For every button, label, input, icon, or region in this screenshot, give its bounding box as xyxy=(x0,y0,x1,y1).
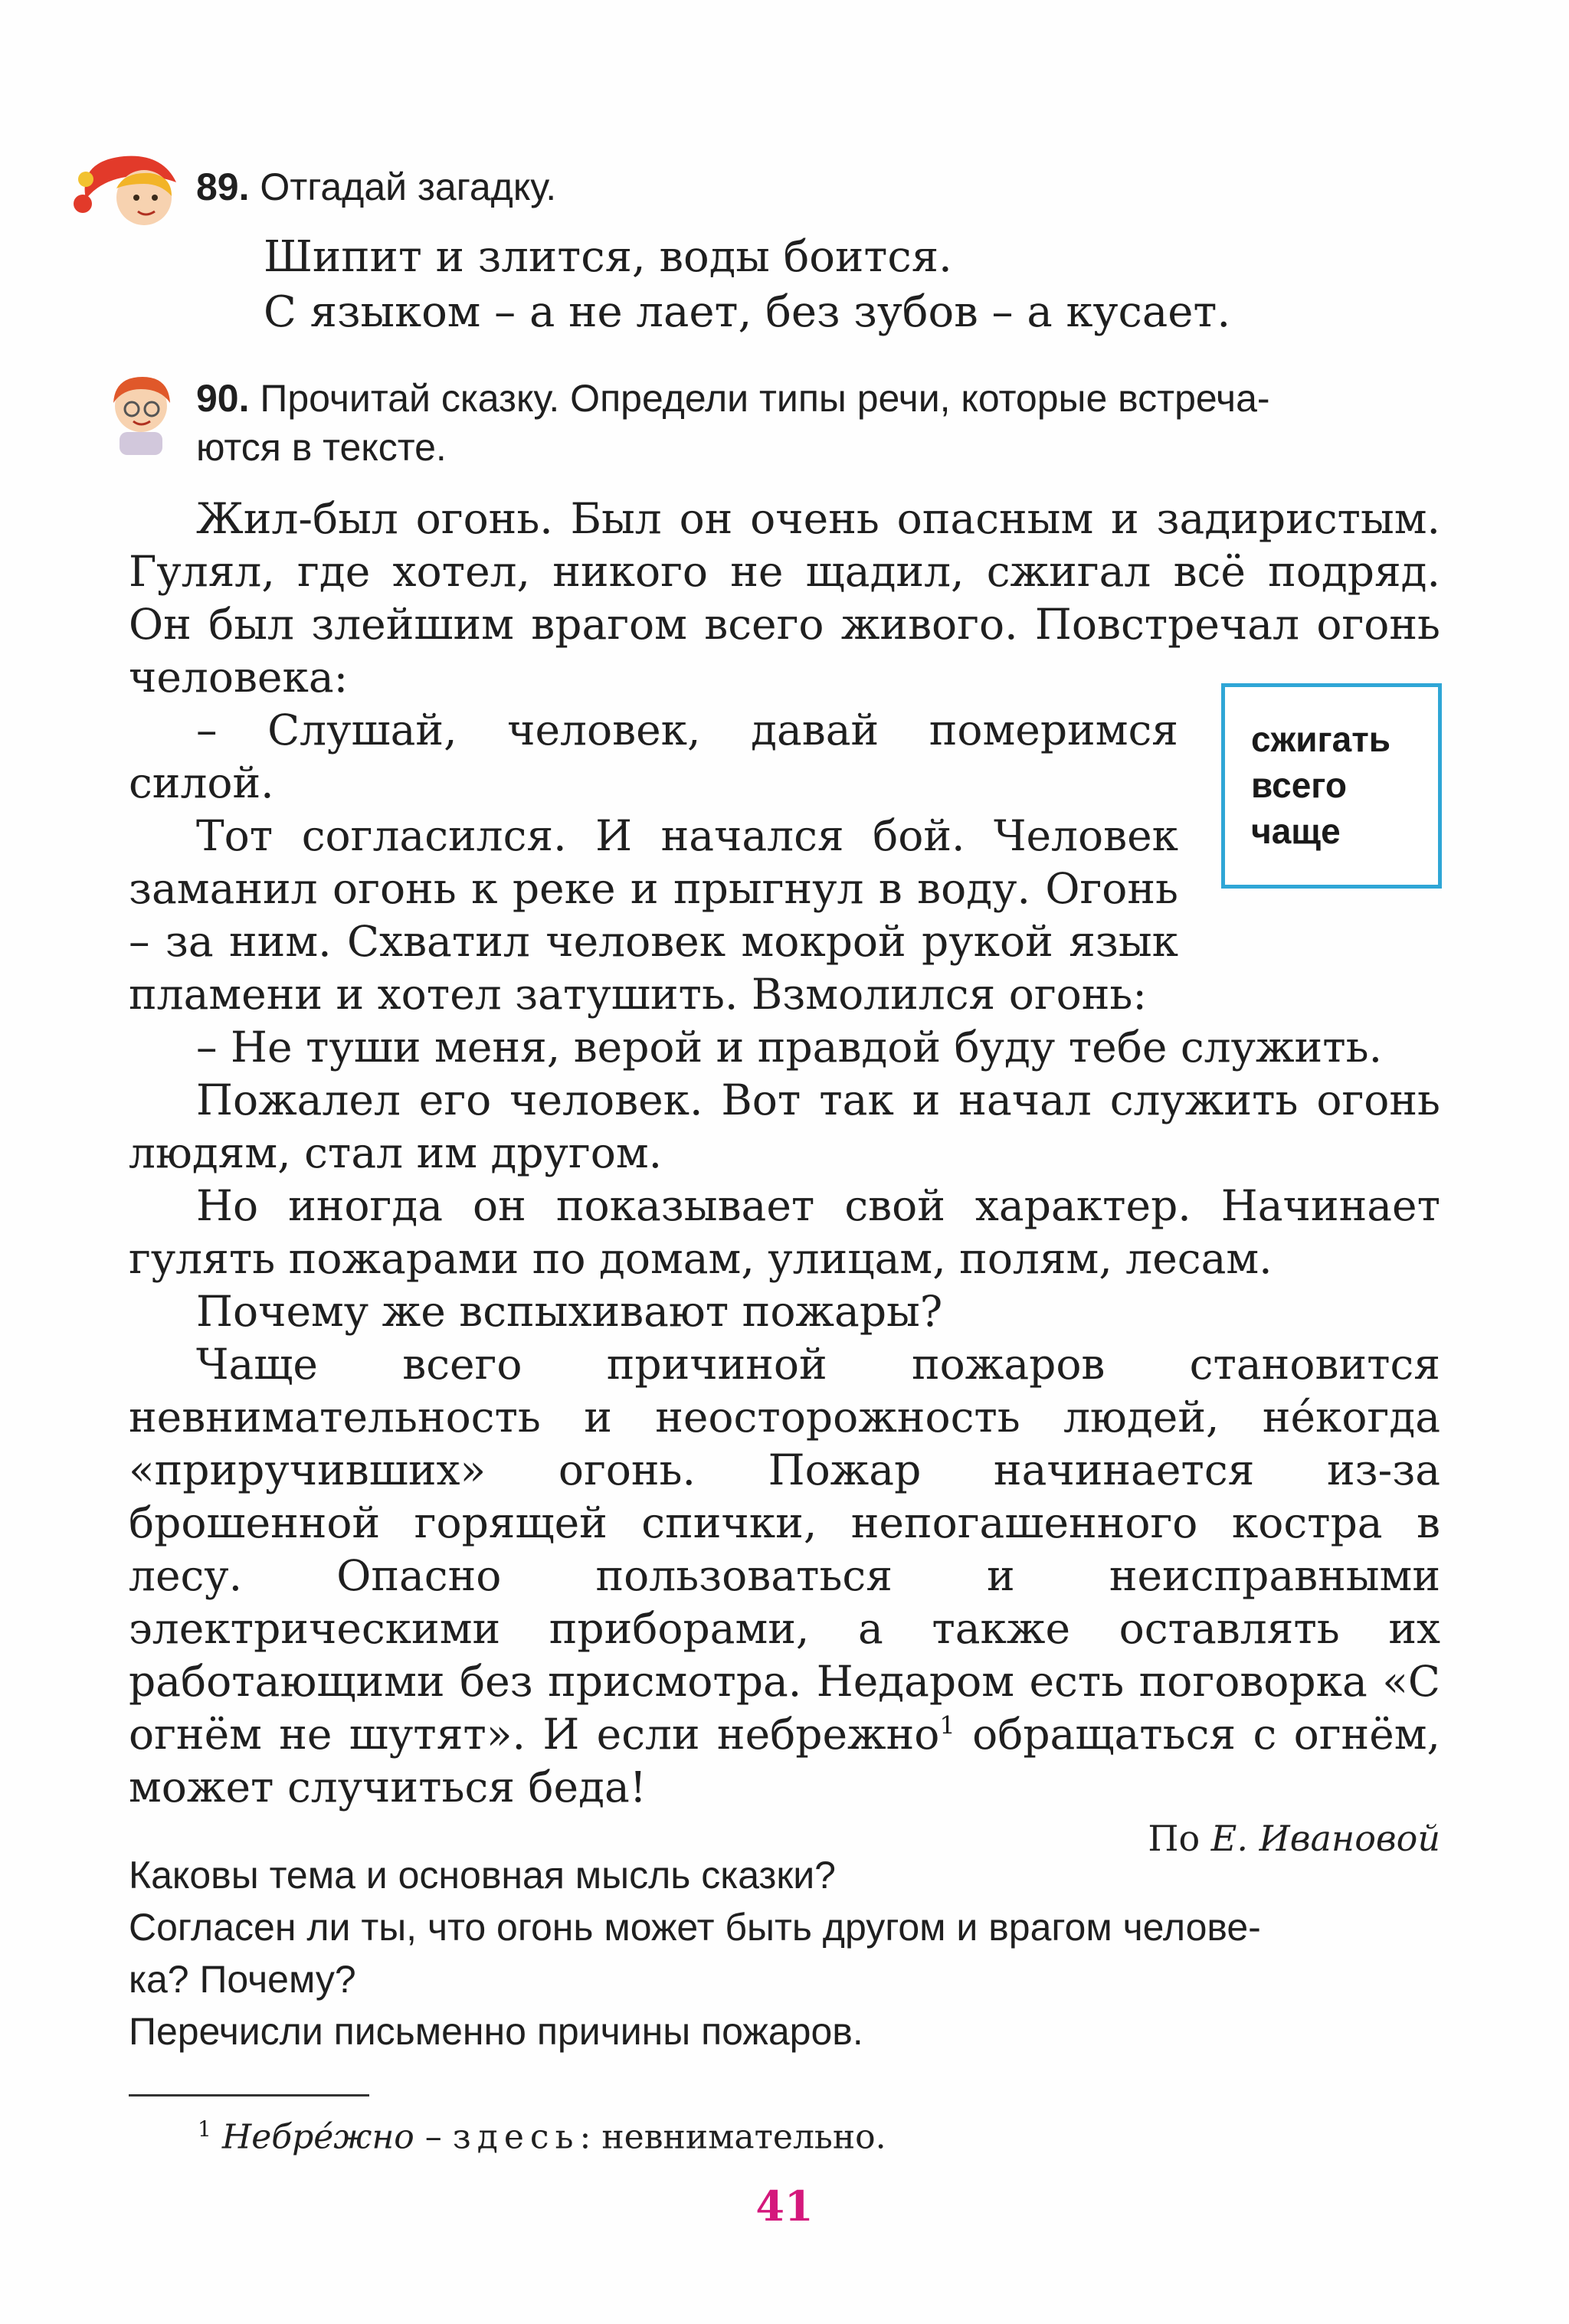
riddle-line-1: Шипит и злится, воды боится. xyxy=(264,232,952,282)
task-89-number: 89. xyxy=(196,165,250,208)
questions-block xyxy=(129,1849,1440,2057)
story-paragraph-5: Пожалел его человек. Вот так и начал служить огонь людям, стал им другом. xyxy=(129,1075,1440,1177)
task-90-title xyxy=(196,374,1445,472)
author-prefix: По xyxy=(1148,1818,1211,1859)
story-paragraph-1: Жил-был огонь. Был он очень опасным и задиристым. Гулял, где хотел, никого не щадил, сжигал всё подряд. Он был злейшим врагом всего живого. Повстречал огонь человека: xyxy=(129,494,1440,702)
story-paragraph-8-ending: обращаться с огнём, может случиться беда! xyxy=(129,1710,1441,1812)
story-paragraph-6: Но иногда он показывает свой характер. Начинает гулять пожарами по домам, улицам, полям, лесам. xyxy=(129,1181,1440,1283)
footnote-marker: 1 xyxy=(939,1710,955,1740)
riddle-line-2: С языком – а не лает, без зубов – а кусает. xyxy=(264,287,1231,337)
footnote xyxy=(198,2108,886,2159)
question-3: Перечисли письменно причины пожаров. xyxy=(129,2010,863,2053)
vocabulary-word-1: сжигать xyxy=(1251,719,1391,759)
boy-character-icon xyxy=(95,366,187,458)
girl-character-icon xyxy=(70,146,199,230)
question-2-line-2: ка? Почему? xyxy=(129,1958,356,2001)
page-number: 41 xyxy=(755,2182,814,2231)
task-90-instruction-line-2: ются в тексте. xyxy=(196,426,447,469)
task-89-title xyxy=(196,162,556,211)
footnote-word: Небре́жно xyxy=(221,2117,414,2157)
story-paragraph-7: Почему же вспыхивают пожары? xyxy=(196,1287,943,1336)
story-paragraph-3: Тот согласился. И начался бой. Человек заманил огонь к реке и прыгнул в воду. Огонь – за ним. Схватил человек мокрой рукой язык пламени и хотел затушить. Взмолился огонь: xyxy=(129,811,1178,1019)
vocabulary-word-3: чаще xyxy=(1251,811,1341,851)
footnote-rule xyxy=(129,2094,369,2097)
task-90-number: 90. xyxy=(196,377,250,420)
task-89-instruction: Отгадай загадку. xyxy=(260,165,557,208)
vocabulary-box xyxy=(1221,683,1442,889)
question-2-line-1: Согласен ли ты, что огонь может быть другом и врагом челове- xyxy=(129,1906,1261,1949)
story-paragraph-8-text: Чаще всего причиной пожаров становится невнимательность и неосторожность людей, не́когда «приручивших» огонь. Пожар начинается из-за брошенной горящей спички, непогашенного костра в лесу. Опасно пользоваться и неисправными электрическими приборами, а также оставлять их работающими без присмотра. Недаром есть поговорка «С огнём не шутят». И если небрежно xyxy=(129,1340,1440,1759)
footnote-here: здесь xyxy=(452,2117,580,2157)
footnote-dash: – xyxy=(414,2117,453,2157)
vocabulary-word-2: всего xyxy=(1251,765,1347,805)
footnote-number: 1 xyxy=(198,2116,211,2142)
question-1: Каковы тема и основная мысль сказки? xyxy=(129,1854,836,1897)
footnote-definition: : невнимательно. xyxy=(579,2117,886,2157)
story-paragraph-4: – Не туши меня, верой и правдой буду тебе служить. xyxy=(196,1023,1383,1072)
author-name: Е. Ивановой xyxy=(1210,1818,1440,1859)
task-90-instruction-line-1: Прочитай сказку. Определи типы речи, которые встреча- xyxy=(260,377,1270,420)
story-paragraph-2: – Слушай, человек, давай померимся силой. xyxy=(129,705,1178,807)
story-paragraph-8 xyxy=(129,1338,1440,1814)
